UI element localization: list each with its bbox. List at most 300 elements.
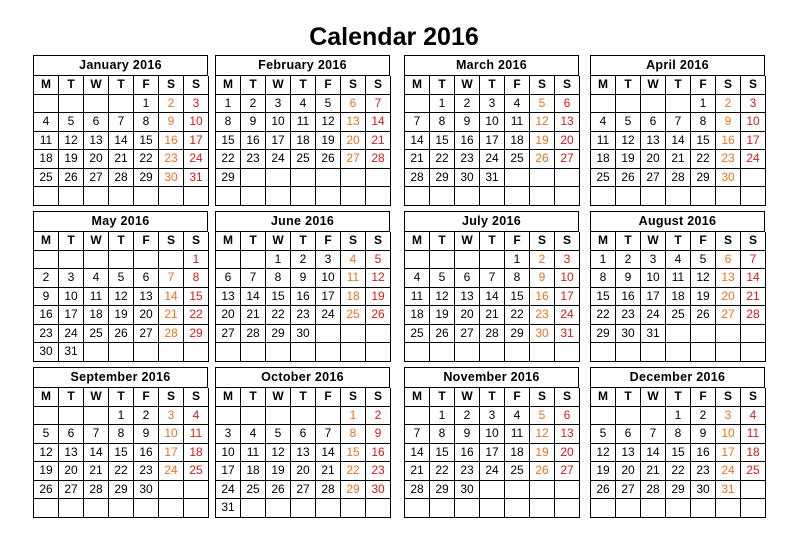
day-cell: 30 xyxy=(455,169,480,188)
day-cell: 7 xyxy=(159,269,184,288)
empty-day-cell xyxy=(641,95,666,114)
day-cell: 30 xyxy=(159,169,184,188)
empty-day-cell xyxy=(505,169,530,188)
day-cell: 20 xyxy=(455,306,480,325)
day-cell: 17 xyxy=(159,444,184,463)
weekday-label: S xyxy=(159,388,184,407)
day-cell: 6 xyxy=(716,251,741,270)
empty-day-cell xyxy=(59,95,84,114)
week-row xyxy=(34,150,208,169)
day-cell: 19 xyxy=(266,462,291,481)
empty-day-cell xyxy=(366,325,391,344)
day-cell: 17 xyxy=(480,444,505,463)
empty-day-cell xyxy=(505,499,530,518)
day-cell: 14 xyxy=(641,444,666,463)
empty-day-cell xyxy=(530,499,555,518)
day-cell: 17 xyxy=(741,132,766,151)
empty-day-cell xyxy=(134,251,159,270)
empty-day-cell xyxy=(641,343,666,362)
empty-day-cell xyxy=(341,187,366,206)
day-cell: 3 xyxy=(216,425,241,444)
empty-day-cell xyxy=(691,325,716,344)
day-cell: 28 xyxy=(241,325,266,344)
day-cell: 23 xyxy=(691,462,716,481)
empty-day-cell xyxy=(480,343,505,362)
weekday-label: W xyxy=(84,76,109,95)
weekday-label: M xyxy=(216,232,241,251)
week-row xyxy=(34,407,208,426)
weekday-label: M xyxy=(405,388,430,407)
week-row xyxy=(405,425,579,444)
day-cell: 3 xyxy=(480,407,505,426)
day-cell: 25 xyxy=(405,325,430,344)
month-title: April 2016 xyxy=(591,56,765,76)
day-cell: 15 xyxy=(430,444,455,463)
day-cell: 1 xyxy=(266,251,291,270)
empty-day-cell xyxy=(184,343,209,362)
day-cell: 7 xyxy=(480,269,505,288)
weekday-label: S xyxy=(184,232,209,251)
day-cell: 30 xyxy=(716,169,741,188)
weekday-label: T xyxy=(291,232,316,251)
day-cell: 15 xyxy=(109,444,134,463)
weekday-label: T xyxy=(241,232,266,251)
day-cell: 11 xyxy=(34,132,59,151)
day-cell: 20 xyxy=(59,462,84,481)
weekday-header-row xyxy=(34,76,208,95)
month-title: August 2016 xyxy=(591,212,765,232)
weekday-label: T xyxy=(430,232,455,251)
day-cell: 15 xyxy=(184,288,209,307)
weekday-label: F xyxy=(134,388,159,407)
week-row xyxy=(34,343,208,362)
day-cell: 14 xyxy=(480,288,505,307)
week-row xyxy=(405,444,579,463)
day-cell: 2 xyxy=(616,251,641,270)
day-cell: 5 xyxy=(616,113,641,132)
day-cell: 2 xyxy=(241,95,266,114)
week-row xyxy=(34,481,208,500)
day-cell: 4 xyxy=(405,269,430,288)
weekday-label: S xyxy=(341,76,366,95)
weekday-label: S xyxy=(716,388,741,407)
day-cell: 8 xyxy=(430,113,455,132)
weekday-label: T xyxy=(666,232,691,251)
weekday-header-row xyxy=(591,388,765,407)
empty-day-cell xyxy=(616,187,641,206)
day-cell: 29 xyxy=(691,169,716,188)
empty-day-cell xyxy=(84,251,109,270)
day-cell: 9 xyxy=(616,269,641,288)
day-cell: 21 xyxy=(480,306,505,325)
day-cell: 22 xyxy=(134,150,159,169)
empty-day-cell xyxy=(666,499,691,518)
day-cell: 30 xyxy=(455,481,480,500)
empty-day-cell xyxy=(530,343,555,362)
week-row xyxy=(34,499,208,518)
day-cell: 15 xyxy=(591,288,616,307)
week-row xyxy=(405,343,579,362)
weekday-label: S xyxy=(341,388,366,407)
day-cell: 25 xyxy=(666,306,691,325)
day-cell: 28 xyxy=(84,481,109,500)
day-cell: 16 xyxy=(134,444,159,463)
week-row xyxy=(216,306,390,325)
empty-day-cell xyxy=(366,187,391,206)
day-cell: 4 xyxy=(741,407,766,426)
day-cell: 8 xyxy=(134,113,159,132)
empty-day-cell xyxy=(291,499,316,518)
day-cell: 4 xyxy=(591,113,616,132)
day-cell: 26 xyxy=(591,481,616,500)
day-cell: 16 xyxy=(366,444,391,463)
day-cell: 8 xyxy=(691,113,716,132)
weekday-label: F xyxy=(505,76,530,95)
month-calendar xyxy=(590,211,765,362)
day-cell: 26 xyxy=(109,325,134,344)
weekday-label: S xyxy=(184,388,209,407)
weekday-label: S xyxy=(366,232,391,251)
week-row xyxy=(216,113,390,132)
empty-day-cell xyxy=(159,481,184,500)
week-row xyxy=(34,444,208,463)
day-cell: 12 xyxy=(109,288,134,307)
day-cell: 25 xyxy=(505,462,530,481)
day-cell: 27 xyxy=(216,325,241,344)
day-cell: 6 xyxy=(616,425,641,444)
day-cell: 12 xyxy=(266,444,291,463)
day-cell: 13 xyxy=(555,425,580,444)
weekday-label: M xyxy=(34,76,59,95)
weekday-label: W xyxy=(641,232,666,251)
day-cell: 9 xyxy=(716,113,741,132)
empty-day-cell xyxy=(505,481,530,500)
weekday-label: M xyxy=(591,232,616,251)
day-cell: 11 xyxy=(666,269,691,288)
month-title: June 2016 xyxy=(216,212,390,232)
week-row xyxy=(216,269,390,288)
day-cell: 26 xyxy=(316,150,341,169)
empty-day-cell xyxy=(641,407,666,426)
day-cell: 5 xyxy=(530,95,555,114)
month-title: October 2016 xyxy=(216,368,390,388)
weekday-label: F xyxy=(505,232,530,251)
day-cell: 7 xyxy=(405,425,430,444)
day-cell: 20 xyxy=(716,288,741,307)
day-cell: 31 xyxy=(59,343,84,362)
day-cell: 10 xyxy=(741,113,766,132)
day-cell: 22 xyxy=(341,462,366,481)
weekday-label: W xyxy=(84,388,109,407)
weekday-header-row xyxy=(591,232,765,251)
empty-day-cell xyxy=(691,187,716,206)
day-cell: 1 xyxy=(666,407,691,426)
empty-day-cell xyxy=(555,169,580,188)
empty-day-cell xyxy=(109,499,134,518)
empty-day-cell xyxy=(741,325,766,344)
day-cell: 2 xyxy=(691,407,716,426)
week-row xyxy=(34,462,208,481)
day-cell: 11 xyxy=(591,132,616,151)
day-cell: 21 xyxy=(741,288,766,307)
day-cell: 12 xyxy=(616,132,641,151)
empty-day-cell xyxy=(134,499,159,518)
day-cell: 27 xyxy=(84,169,109,188)
day-cell: 25 xyxy=(505,150,530,169)
empty-day-cell xyxy=(405,407,430,426)
day-cell: 19 xyxy=(366,288,391,307)
day-cell: 20 xyxy=(84,150,109,169)
week-row xyxy=(591,407,765,426)
week-row xyxy=(216,169,390,188)
empty-day-cell xyxy=(84,343,109,362)
day-cell: 18 xyxy=(741,444,766,463)
month-calendar xyxy=(404,55,579,206)
weekday-label: M xyxy=(591,76,616,95)
day-cell: 30 xyxy=(616,325,641,344)
day-cell: 10 xyxy=(266,113,291,132)
day-cell: 7 xyxy=(84,425,109,444)
weekday-label: T xyxy=(291,388,316,407)
day-cell: 8 xyxy=(341,425,366,444)
day-cell: 20 xyxy=(616,462,641,481)
empty-day-cell xyxy=(405,343,430,362)
day-cell: 19 xyxy=(34,462,59,481)
day-cell: 27 xyxy=(641,169,666,188)
week-row xyxy=(405,481,579,500)
weekday-label: T xyxy=(59,76,84,95)
week-row xyxy=(405,462,579,481)
day-cell: 12 xyxy=(591,444,616,463)
week-row xyxy=(34,132,208,151)
day-cell: 27 xyxy=(455,325,480,344)
day-cell: 13 xyxy=(641,132,666,151)
empty-day-cell xyxy=(616,499,641,518)
day-cell: 22 xyxy=(691,150,716,169)
empty-day-cell xyxy=(109,187,134,206)
calendar-title: Calendar 2016 xyxy=(309,23,479,51)
day-cell: 25 xyxy=(241,481,266,500)
weekday-label: W xyxy=(266,232,291,251)
day-cell: 14 xyxy=(366,113,391,132)
day-cell: 20 xyxy=(291,462,316,481)
day-cell: 1 xyxy=(691,95,716,114)
empty-day-cell xyxy=(741,499,766,518)
empty-day-cell xyxy=(316,325,341,344)
day-cell: 27 xyxy=(616,481,641,500)
day-cell: 29 xyxy=(109,481,134,500)
day-cell: 2 xyxy=(34,269,59,288)
empty-day-cell xyxy=(591,407,616,426)
day-cell: 23 xyxy=(455,150,480,169)
day-cell: 6 xyxy=(84,113,109,132)
day-cell: 2 xyxy=(716,95,741,114)
day-cell: 15 xyxy=(266,288,291,307)
empty-day-cell xyxy=(109,343,134,362)
day-cell: 24 xyxy=(641,306,666,325)
weekday-label: S xyxy=(366,76,391,95)
month-title: January 2016 xyxy=(34,56,208,76)
day-cell: 12 xyxy=(316,113,341,132)
day-cell: 10 xyxy=(555,269,580,288)
day-cell: 18 xyxy=(291,132,316,151)
empty-day-cell xyxy=(530,169,555,188)
weekday-label: S xyxy=(741,76,766,95)
day-cell: 3 xyxy=(159,407,184,426)
day-cell: 5 xyxy=(109,269,134,288)
empty-day-cell xyxy=(291,343,316,362)
empty-day-cell xyxy=(530,187,555,206)
weekday-label: T xyxy=(666,388,691,407)
day-cell: 17 xyxy=(555,288,580,307)
day-cell: 11 xyxy=(505,425,530,444)
weekday-header-row xyxy=(591,76,765,95)
day-cell: 19 xyxy=(316,132,341,151)
day-cell: 24 xyxy=(159,462,184,481)
weekday-label: S xyxy=(159,76,184,95)
day-cell: 26 xyxy=(266,481,291,500)
day-cell: 10 xyxy=(316,269,341,288)
day-cell: 13 xyxy=(216,288,241,307)
month-calendar xyxy=(215,55,390,206)
day-cell: 14 xyxy=(405,444,430,463)
empty-day-cell xyxy=(405,499,430,518)
week-row xyxy=(405,288,579,307)
day-cell: 5 xyxy=(591,425,616,444)
week-row xyxy=(34,113,208,132)
day-cell: 19 xyxy=(59,150,84,169)
day-cell: 10 xyxy=(216,444,241,463)
week-row xyxy=(216,95,390,114)
weekday-label: F xyxy=(691,232,716,251)
day-cell: 10 xyxy=(480,425,505,444)
empty-day-cell xyxy=(405,95,430,114)
day-cell: 16 xyxy=(159,132,184,151)
empty-day-cell xyxy=(159,251,184,270)
day-cell: 24 xyxy=(216,481,241,500)
week-row xyxy=(591,499,765,518)
day-cell: 19 xyxy=(530,444,555,463)
day-cell: 14 xyxy=(159,288,184,307)
weekday-label: W xyxy=(84,232,109,251)
day-cell: 9 xyxy=(134,425,159,444)
empty-day-cell xyxy=(666,187,691,206)
day-cell: 7 xyxy=(366,95,391,114)
weekday-label: T xyxy=(480,76,505,95)
week-row xyxy=(34,425,208,444)
empty-day-cell xyxy=(691,499,716,518)
day-cell: 8 xyxy=(430,425,455,444)
day-cell: 2 xyxy=(291,251,316,270)
week-row xyxy=(591,187,765,206)
day-cell: 18 xyxy=(341,288,366,307)
empty-day-cell xyxy=(716,187,741,206)
week-row xyxy=(405,269,579,288)
day-cell: 23 xyxy=(455,462,480,481)
day-cell: 28 xyxy=(405,481,430,500)
day-cell: 15 xyxy=(341,444,366,463)
empty-day-cell xyxy=(555,499,580,518)
empty-day-cell xyxy=(316,169,341,188)
empty-day-cell xyxy=(555,481,580,500)
weekday-header-row xyxy=(34,388,208,407)
empty-day-cell xyxy=(266,499,291,518)
weekday-header-row xyxy=(405,76,579,95)
day-cell: 21 xyxy=(109,150,134,169)
empty-day-cell xyxy=(159,499,184,518)
weekday-label: T xyxy=(109,232,134,251)
empty-day-cell xyxy=(591,343,616,362)
day-cell: 10 xyxy=(716,425,741,444)
day-cell: 13 xyxy=(134,288,159,307)
day-cell: 15 xyxy=(430,132,455,151)
day-cell: 30 xyxy=(291,325,316,344)
weekday-label: T xyxy=(241,388,266,407)
day-cell: 9 xyxy=(241,113,266,132)
day-cell: 28 xyxy=(666,169,691,188)
day-cell: 19 xyxy=(691,288,716,307)
day-cell: 6 xyxy=(555,407,580,426)
empty-day-cell xyxy=(216,187,241,206)
empty-day-cell xyxy=(84,499,109,518)
day-cell: 4 xyxy=(184,407,209,426)
empty-day-cell xyxy=(316,343,341,362)
empty-day-cell xyxy=(666,95,691,114)
weekday-label: S xyxy=(741,388,766,407)
month-calendar xyxy=(215,211,390,362)
weekday-header-row xyxy=(405,388,579,407)
day-cell: 18 xyxy=(666,288,691,307)
day-cell: 27 xyxy=(134,325,159,344)
empty-day-cell xyxy=(291,169,316,188)
day-cell: 24 xyxy=(59,325,84,344)
day-cell: 17 xyxy=(316,288,341,307)
month-title: November 2016 xyxy=(405,368,579,388)
day-cell: 28 xyxy=(405,169,430,188)
empty-day-cell xyxy=(266,169,291,188)
day-cell: 21 xyxy=(405,462,430,481)
week-row xyxy=(34,251,208,270)
day-cell: 2 xyxy=(134,407,159,426)
day-cell: 29 xyxy=(216,169,241,188)
day-cell: 14 xyxy=(109,132,134,151)
weekday-label: T xyxy=(241,76,266,95)
weekday-header-row xyxy=(216,232,390,251)
day-cell: 31 xyxy=(555,325,580,344)
month-calendar xyxy=(590,367,765,518)
day-cell: 25 xyxy=(591,169,616,188)
empty-day-cell xyxy=(555,343,580,362)
weekday-label: S xyxy=(555,76,580,95)
day-cell: 15 xyxy=(505,288,530,307)
day-cell: 31 xyxy=(641,325,666,344)
weekday-label: W xyxy=(266,76,291,95)
day-cell: 6 xyxy=(341,95,366,114)
day-cell: 19 xyxy=(591,462,616,481)
day-cell: 4 xyxy=(666,251,691,270)
day-cell: 28 xyxy=(109,169,134,188)
empty-day-cell xyxy=(241,169,266,188)
week-row xyxy=(591,132,765,151)
day-cell: 23 xyxy=(134,462,159,481)
day-cell: 18 xyxy=(84,306,109,325)
month-title: September 2016 xyxy=(34,368,208,388)
weekday-label: M xyxy=(34,232,59,251)
weekday-label: M xyxy=(216,76,241,95)
weekday-header-row xyxy=(34,232,208,251)
day-cell: 11 xyxy=(341,269,366,288)
empty-day-cell xyxy=(480,251,505,270)
